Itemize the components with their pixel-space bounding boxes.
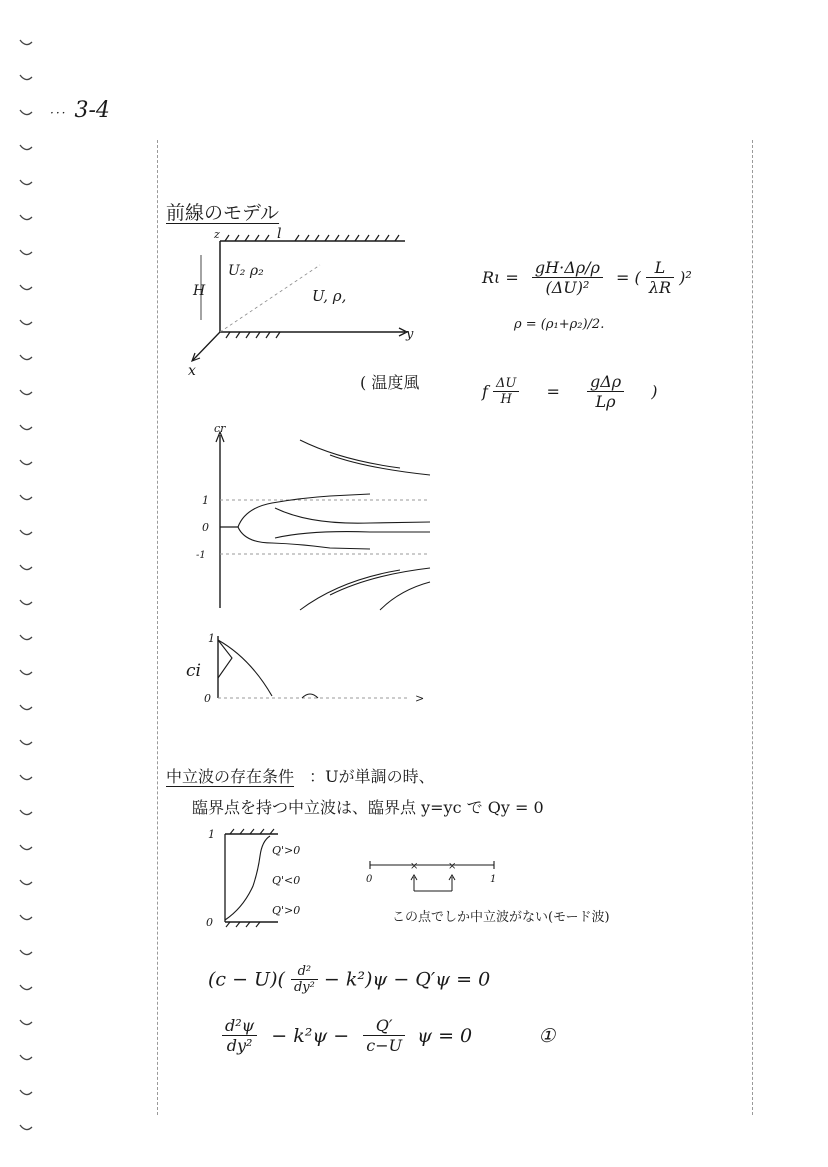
rho-definition: ρ = (ρ₁+ρ₂)/2.: [514, 317, 605, 332]
profile-bottom-tick: 0: [206, 916, 213, 929]
thermal-rhs-fraction: [587, 372, 624, 411]
u2-rho2-label: U₂ ρ₂: [228, 263, 264, 279]
cr-tick-1: 1: [202, 494, 209, 507]
eq2-part1: − k²ψ −: [271, 1024, 350, 1047]
equation-1: [208, 964, 490, 995]
thermal-lhs-num: ΔU: [493, 376, 519, 392]
q-profile-figure: [198, 826, 318, 930]
cr-curve-1: [275, 508, 430, 523]
margin-line-left: [157, 140, 158, 1115]
H-label: H: [193, 283, 206, 299]
eq1-part2: − k²)ψ − Q′ψ = 0: [323, 968, 491, 991]
eq2-fraction: [222, 1016, 257, 1055]
x-axis: [193, 332, 220, 360]
thermal-lhs-fraction: [493, 376, 519, 407]
ri-denominator: (ΔU)²: [545, 278, 590, 297]
line-right-label: 1: [490, 874, 497, 885]
y-label: y: [406, 327, 414, 342]
cr-curve-6: [330, 568, 430, 595]
velocity-profile: [225, 836, 270, 920]
thermal-wind-label: ( 温度風: [360, 373, 420, 392]
ci-small-bump: [302, 694, 318, 698]
q-positive-top: Q'>0: [272, 844, 301, 857]
section1-title: 前線のモデル: [166, 202, 280, 224]
margin-line-right: [752, 140, 753, 1115]
thermal-f: f: [482, 382, 488, 401]
cr-tick-minus1: -1: [196, 550, 206, 561]
profile-top-tick: 1: [208, 828, 215, 841]
ci-tick-1: 1: [208, 632, 215, 645]
eq2-fraction-2: [363, 1016, 405, 1055]
section2-condition: ：Uが単調の時、: [309, 767, 435, 786]
cr-curve-7: [380, 582, 430, 610]
ci-inner-curve: [218, 640, 232, 678]
q-positive-bottom: Q'>0: [272, 904, 301, 917]
cr-branch-lower: [238, 527, 370, 549]
eq1-part1: (c − U)(: [208, 968, 285, 991]
front-model-figure: [185, 225, 425, 380]
eq1-frac-den: dy²: [293, 980, 315, 995]
cr-graph: [190, 420, 435, 615]
binder-marks: [18, 30, 48, 1140]
ci-axis-label: ci: [186, 661, 201, 681]
ri-numerator: gH·Δρ/ρ: [532, 258, 603, 278]
line-left-label: 0: [366, 874, 373, 885]
section2-heading: [166, 764, 435, 787]
q-negative: Q'<0: [272, 874, 301, 887]
ri-fraction: [532, 258, 603, 297]
page-number: [50, 98, 110, 123]
critical-points-figure: [362, 855, 502, 900]
ri-mid: = (: [616, 268, 641, 287]
x-label: x: [188, 363, 196, 379]
equation-2: [222, 1016, 555, 1055]
thermal-wind-equation: [482, 372, 658, 411]
eq2-frac-num: d²ψ: [222, 1016, 257, 1036]
thermal-rhs-den: Lρ: [595, 392, 616, 411]
ci-curve: [218, 640, 272, 696]
thermal-eq: =: [546, 382, 560, 401]
ri-ratio-den: λR: [648, 278, 672, 297]
eq2-ref: ①: [538, 1024, 556, 1047]
ci-tick-0: 0: [204, 692, 211, 705]
thermal-lhs-den: H: [500, 392, 512, 407]
l-label: l: [277, 226, 282, 242]
critical-point-1: ×: [410, 861, 419, 872]
ri-ratio-num: L: [646, 258, 674, 278]
cr-curve-2: [275, 532, 430, 538]
ri-rhs: )²: [679, 268, 692, 287]
thermal-rhs-num: gΔρ: [587, 372, 624, 392]
eq1-frac-num: d²: [291, 964, 318, 980]
z-label: z: [214, 228, 220, 241]
u1-rho1-label: U, ρ,: [312, 287, 347, 305]
section2-statement: 臨界点を持つ中立波は、臨界点 y=yc で Qy = 0: [192, 798, 544, 817]
eq2-frac2-den: c−U: [366, 1036, 403, 1055]
cr-curve-3: [300, 440, 400, 468]
thermal-close: ): [651, 382, 658, 401]
eq1-fraction: [291, 964, 318, 995]
page-number-dots: ···: [50, 106, 68, 120]
cr-branch-upper: [238, 494, 370, 527]
top-hatching: [225, 235, 399, 241]
ri-ratio-fraction: [646, 258, 674, 297]
bottom-hatching: [226, 332, 280, 338]
ri-lhs: Rι =: [482, 268, 519, 287]
richardson-equation: [482, 258, 692, 297]
ci-x-end: >: [415, 692, 425, 705]
ci-graph: [180, 628, 430, 706]
eq2-frac2-num: Q′: [363, 1016, 405, 1036]
cr-tick-0: 0: [202, 521, 209, 534]
critical-point-2: ×: [448, 861, 457, 872]
page-number-text: 3-4: [74, 98, 110, 123]
cr-axis-label: cr: [214, 422, 226, 435]
section2-title: 中立波の存在条件: [166, 767, 295, 786]
mode-wave-note: この点でしか中立波がない(モード波): [392, 910, 610, 925]
eq2-part2: ψ = 0: [417, 1024, 473, 1047]
eq2-frac-den: dy²: [226, 1036, 253, 1055]
